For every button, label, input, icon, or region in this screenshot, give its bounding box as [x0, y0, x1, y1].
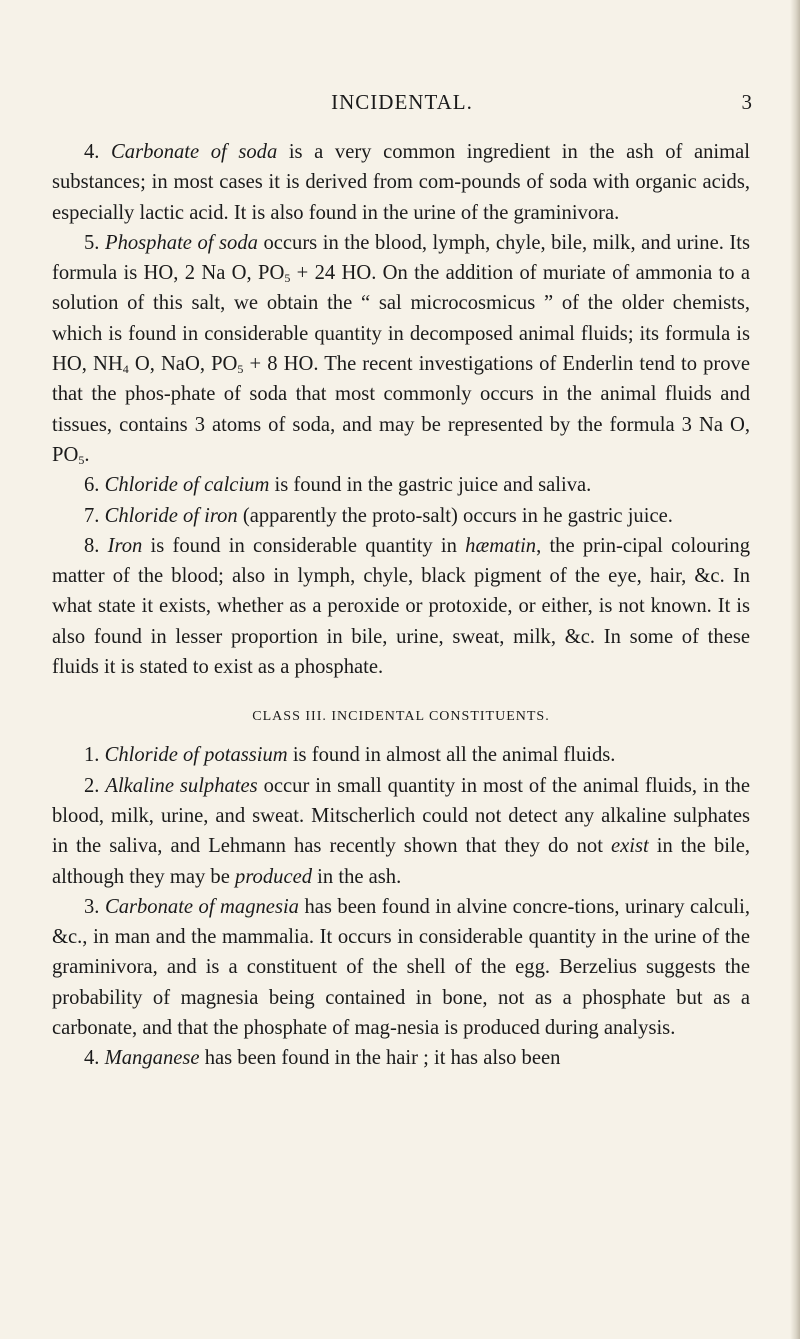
page-header — [52, 90, 752, 122]
paragraph-phosphate-of-soda — [52, 228, 750, 470]
italic-term: exist — [610, 835, 649, 858]
item-text: (apparently the proto-salt) occurs in he gastric juice. — [237, 504, 673, 527]
item-text: is found in considerable quantity in — [142, 534, 466, 557]
item-text: . — [84, 443, 90, 466]
item-text: has been found in alvine concre-tions, urinary calculi, &c., in man and the mammalia. It occurs in considerable quantity in the urine of the graminivora, and is a constituent of the shell of the egg. Berzelius suggests the probability of magnesia being contained in bone, not as a phosphate but as a carbonate, and that the phosphate of mag-nesia is produced during analysis. — [52, 895, 751, 1040]
item-number: 1. — [84, 744, 100, 767]
item-text: in the ash. — [312, 865, 402, 888]
item-text: occur in small quantity in most of the animal fluids, in the blood, milk, urine, and sweat. Mitscherlich could not detect any alkaline sulphates in the saliva, and Lehmann has recently shown that they do not — [52, 774, 750, 858]
page-edge-shadow — [790, 0, 800, 1339]
item-text: is a very common ingredient in the ash of animal substances; in most cases it is derived from com-pounds of soda with organic acids, especially lactic acid. It is also found in the urine of the graminivora. — [52, 141, 750, 224]
subscript: 5 — [284, 271, 291, 286]
body-text — [52, 137, 750, 1074]
paragraph-manganese — [52, 1043, 750, 1073]
italic-term: produced — [235, 865, 313, 888]
item-text: is found in almost all the animal fluids. — [287, 744, 616, 767]
subscript: 4 — [122, 362, 129, 377]
item-number: 4. — [84, 141, 100, 163]
paragraph-carbonate-of-magnesia — [52, 892, 750, 1043]
item-text: in the bile, although they may be — [52, 835, 751, 888]
item-term: Chloride of iron — [104, 504, 238, 527]
item-term: Iron — [107, 534, 143, 557]
item-text: O, NaO, PO — [128, 353, 238, 376]
item-number: 3. — [84, 895, 100, 918]
subscript: 5 — [78, 452, 85, 467]
item-number: 8. — [84, 534, 100, 557]
item-text: has been found in the hair ; it has also been — [199, 1047, 561, 1070]
italic-term: hæmatin — [465, 534, 537, 557]
item-text: is found in the gastric juice and saliva. — [269, 474, 592, 497]
paragraph-carbonate-of-soda — [52, 137, 750, 228]
item-text: + 24 HO. On the addition of muriate of ammonia to a solution of this salt, we obtain the “ sal microcosmicus ” of the older chemists, which is found in considerable quantity in decomposed animal fluids; its formula is HO, NH — [52, 262, 750, 376]
item-term: Manganese — [104, 1047, 200, 1070]
page-number: 3 — [741, 90, 752, 114]
paragraph-chloride-of-calcium — [52, 470, 750, 500]
item-term: Alkaline sulphates — [105, 774, 258, 797]
item-number: 7. — [84, 504, 100, 527]
section-heading: CLASS III. INCIDENTAL CONSTITUENTS. — [252, 709, 550, 725]
item-term: Phosphate of soda — [104, 231, 258, 254]
item-term: Chloride of potassium — [104, 744, 288, 767]
item-text: , the prin-cipal colouring matter of the blood; also in lymph, chyle, black pigment of the eye, hair, &c. In what state it exists, whether as a peroxide or protoxide, or either, is not known. It is also found in lesser proportion in bile, urine, sweat, milk, &c. In some of these fluids it is stated to exist as a phosphate. — [52, 534, 750, 679]
running-head: INCIDENTAL. — [331, 90, 473, 114]
item-number: 6. — [84, 474, 100, 497]
item-text: + 8 HO. The recent investigations of Enderlin tend to prove that the phos-phate of soda that most commonly occurs in the animal fluids and tissues, contains 3 atoms of soda, and may be represented by the formula 3 Na O, PO — [52, 353, 750, 466]
item-number: 4. — [84, 1047, 100, 1070]
paragraph-alkaline-sulphates — [52, 771, 750, 892]
item-term: Carbonate of magnesia — [104, 895, 299, 918]
subscript: 5 — [237, 362, 244, 377]
item-term: Chloride of calcium — [104, 474, 270, 497]
item-number: 5. — [84, 231, 100, 254]
paragraph-chloride-of-iron — [52, 501, 750, 531]
paragraph-iron — [52, 531, 750, 682]
item-term: Carbonate of soda — [111, 141, 278, 163]
item-number: 2. — [84, 774, 100, 797]
item-text: occurs in the blood, lymph, chyle, bile, milk, and urine. Its formula is HO, 2 Na O, PO — [52, 231, 750, 285]
paragraph-chloride-of-potassium — [52, 740, 750, 770]
